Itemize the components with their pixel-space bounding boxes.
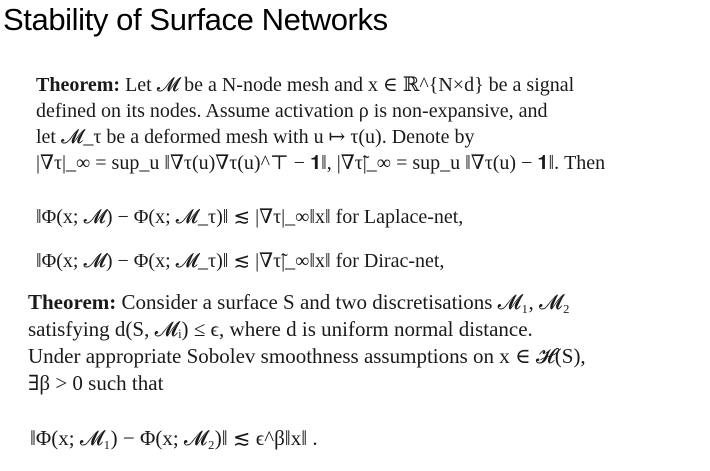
theorem-1-line-2: defined on its nodes. Assume activation ρ is non-expansive, and [36, 100, 548, 122]
theorem-1-label: Theorem: [36, 74, 121, 96]
slide-title: Stability of Surface Networks [3, 2, 388, 37]
theorem-2-line-1 [28, 289, 586, 316]
theorem-1 [36, 72, 605, 176]
theorem-1-text-1: Let 𝓜 be a N-node mesh and x ∈ ℝ^{N×d} be a signal [125, 74, 575, 96]
laplace-net-bound: ‖Φ(x; 𝓜) − Φ(x; 𝓜_τ)‖ ≲ |∇τ|_∞‖x‖ for Laplace-net, [36, 206, 464, 228]
theorem-2-line-4: ∃β > 0 such that [28, 371, 164, 395]
theorem-2-line-2: satisfying d(S, 𝓜ᵢ) ≤ ϵ, where d is uniform normal distance. [28, 317, 533, 341]
theorem-1-line-4: |∇τ|_∞ = sup_u ‖∇τ(u)∇τ(u)^⊤ − 𝟏‖, |∇τ̃|_∞ = sup_u ‖∇τ(u) − 𝟏‖. Then [36, 152, 606, 174]
discretisation-bound: ‖Φ(x; 𝓜₁) − Φ(x; 𝓜₂)‖ ≲ ϵ^β‖x‖ . [30, 426, 318, 450]
theorem-1-line-1 [36, 72, 605, 98]
theorem-2 [28, 289, 586, 397]
theorem-2-text-1: Consider a surface S and two discretisations 𝓜₁, 𝓜₂ [121, 290, 570, 314]
theorem-1-line-3: let 𝓜_τ be a deformed mesh with u ↦ τ(u). Denote by [36, 126, 475, 148]
theorem-2-line-3: Under appropriate Sobolev smoothness assumptions on x ∈ 𝓗(S), [28, 344, 586, 368]
dirac-net-bound: ‖Φ(x; 𝓜) − Φ(x; 𝓜_τ)‖ ≲ |∇τ̃|_∞‖x‖ for Dirac-net, [36, 250, 445, 272]
theorem-2-label: Theorem: [28, 290, 117, 314]
